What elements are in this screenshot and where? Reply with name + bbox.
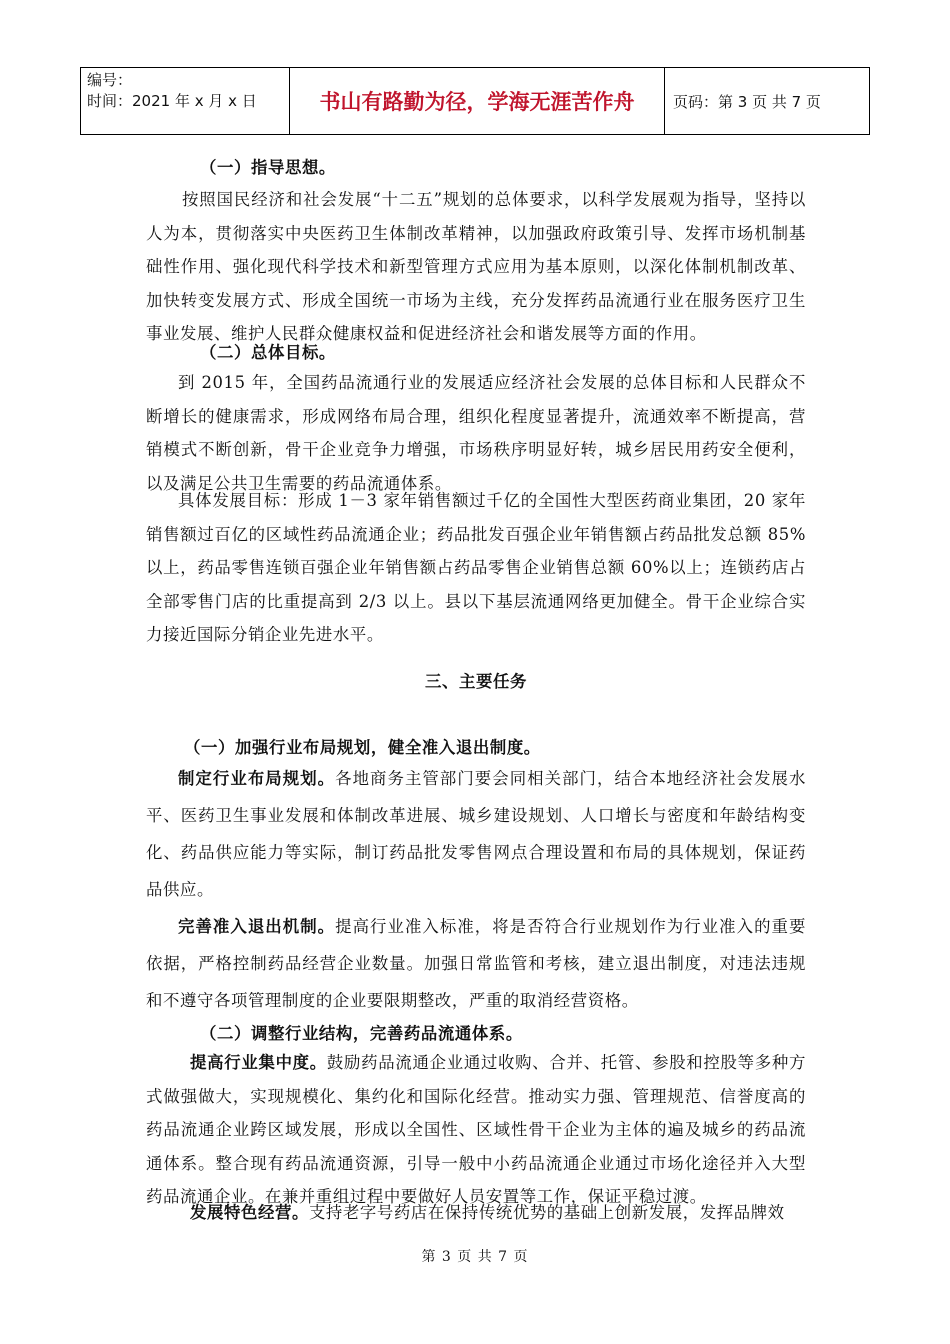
paragraph-lead: 提高行业集中度。 [190, 1053, 327, 1072]
task-heading-layout-planning: （一）加强行业布局规划，健全准入退出制度。 [184, 738, 541, 757]
paragraph-lead: 发展特色经营。 [190, 1203, 309, 1222]
paragraph-overall-goals: 到 2015 年，全国药品流通行业的发展适应经济社会发展的总体目标和人民群众不断增长的健康需求，形成网络布局合理，组织化程度显著提升，流通效率不断提高，营销模式不断创新，骨干企业竞争力增强，市场秩序明显好转，城乡居民用药安全便利，以及满足公共卫生需要的药品流通体系。 [146, 373, 806, 493]
header-meta [81, 68, 290, 134]
page-footer: 第 3 页 共 7 页 [421, 1249, 529, 1265]
document-number-label: 编号： [87, 71, 133, 89]
chapter-heading-main-tasks: 三、主要任务 [425, 672, 527, 691]
paragraph-concentration [146, 1046, 806, 1214]
paragraph-text: 支持老字号药店在保持传统优势的基础上创新发展，发挥品牌效 [308, 1203, 785, 1222]
paragraph-text: 各地商务主管部门要会同相关部门，结合本地经济社会发展水平、医药卫生事业发展和体制改革进展、城乡建设规划、人口增长与密度和年龄结构变化、药品供应能力等实际，制订药品批发零售网点合理设置和布局的具体规划，保证药品供应。 [146, 769, 806, 899]
paragraph-text: 鼓励药品流通企业通过收购、合并、托管、参股和控股等多种方式做强做大，实现规模化、集约化和国际化经营。推动实力强、管理规范、信誉度高的药品流通企业跨区域发展，形成以全国性、区域性骨干企业为主体的遍及城乡的药品流通体系。整合现有药品流通资源，引导一般中小药品流通企业通过市场化途径并入大型药品流通企业。在兼并重组过程中要做好人员安置等工作，保证平稳过渡。 [146, 1053, 806, 1206]
paragraph-guiding-ideology: 按照国民经济和社会发展“十二五”规划的总体要求，以科学发展观为指导，坚持以人为本，贯彻落实中央医药卫生体制改革精神，以加强政府政策引导、发挥市场机制基础性作用、强化现代科学技术和新型管理方式应用为基本原则，以深化体制机制改革、加快转变发展方式、形成全国统一市场为主线，充分发挥药品流通行业在服务医疗卫生事业发展、维护人民群众健康权益和促进经济社会和谐发展等方面的作用。 [146, 190, 806, 343]
paragraph-text: 提高行业准入标准，将是否符合行业规划作为行业准入的重要依据，严格控制药品经营企业数量。加强日常监管和考核，建立退出制度，对违法违规和不遵守各项管理制度的企业要限期整改，严重的取消经营资格。 [146, 917, 806, 1010]
paragraph-specialty-operations [146, 1196, 806, 1230]
paragraph-entry-exit [146, 908, 806, 1019]
header-page-number: 页码：第 3 页 共 7 页 [673, 92, 821, 111]
section-heading-overall-goals: （二）总体目标。 [200, 343, 336, 362]
document-date: 时间：2021 年 x 月 x 日 [87, 92, 257, 110]
paragraph-layout-planning [146, 760, 806, 908]
header-motto: 书山有路勤为径，学海无涯苦作舟 [290, 68, 665, 134]
paragraph-lead: 制定行业布局规划。 [178, 769, 336, 788]
paragraph-lead: 完善准入退出机制。 [178, 917, 336, 936]
section-heading-guiding-ideology: （一）指导思想。 [200, 158, 336, 177]
task-heading-industry-structure: （二）调整行业结构，完善药品流通体系。 [200, 1024, 523, 1043]
page-header [80, 67, 870, 135]
paragraph-specific-goals: 具体发展目标：形成 1－3 家年销售额过千亿的全国性大型医药商业集团，20 家年销售额过百亿的区域性药品流通企业；药品批发百强企业年销售额占药品批发总额 85%以上，药品零售连锁百强企业年销售额占药品零售企业销售总额 60%以上；连锁药店占全部零售门店的比重提高到 2/3 以上。县以下基层流通网络更加健全。骨干企业综合实力接近国际分销企业先进水平。 [146, 491, 806, 644]
